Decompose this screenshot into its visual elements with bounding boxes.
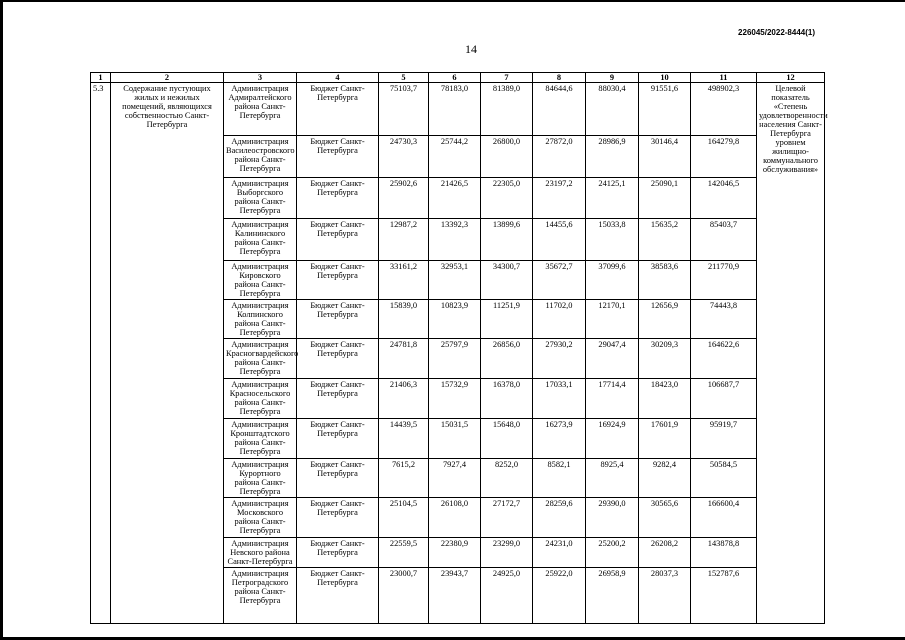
- value-cell: 21406,3: [379, 379, 429, 419]
- document-id: 226045/2022-8444(1): [738, 28, 815, 37]
- value-cell: 152787,6: [691, 568, 757, 624]
- value-cell: 7927,4: [429, 459, 481, 498]
- value-cell: 38583,6: [639, 261, 691, 300]
- value-cell: 27872,0: [533, 136, 586, 178]
- value-cell: 21426,5: [429, 178, 481, 219]
- value-cell: 23000,7: [379, 568, 429, 624]
- page-border-top: [0, 0, 905, 2]
- value-cell: 12987,2: [379, 219, 429, 261]
- executor-cell: Администрация Василеостровского района Санкт-Петербурга: [224, 136, 297, 178]
- value-cell: 106687,7: [691, 379, 757, 419]
- value-cell: 22305,0: [481, 178, 533, 219]
- value-cell: 14455,6: [533, 219, 586, 261]
- value-cell: 27930,2: [533, 339, 586, 379]
- value-cell: 28986,9: [586, 136, 639, 178]
- value-cell: 12170,1: [586, 300, 639, 339]
- value-cell: 25744,2: [429, 136, 481, 178]
- value-cell: 23299,0: [481, 538, 533, 568]
- value-cell: 23197,2: [533, 178, 586, 219]
- item-number: 5.3: [91, 83, 111, 624]
- funding-source-cell: Бюджет Санкт-Петербурга: [297, 379, 379, 419]
- value-cell: 14439,5: [379, 419, 429, 459]
- funding-source-cell: Бюджет Санкт-Петербурга: [297, 136, 379, 178]
- value-cell: 23943,7: [429, 568, 481, 624]
- value-cell: 8925,4: [586, 459, 639, 498]
- value-cell: 27172,7: [481, 498, 533, 538]
- value-cell: 22380,9: [429, 538, 481, 568]
- value-cell: 17601,9: [639, 419, 691, 459]
- value-cell: 22559,5: [379, 538, 429, 568]
- column-header-5: 5: [379, 73, 429, 83]
- value-cell: 74443,8: [691, 300, 757, 339]
- value-cell: 78183,0: [429, 83, 481, 136]
- value-cell: 15031,5: [429, 419, 481, 459]
- value-cell: 30146,4: [639, 136, 691, 178]
- value-cell: 24781,8: [379, 339, 429, 379]
- value-cell: 8252,0: [481, 459, 533, 498]
- value-cell: 16924,9: [586, 419, 639, 459]
- value-cell: 35672,7: [533, 261, 586, 300]
- column-header-11: 11: [691, 73, 757, 83]
- executor-cell: Администрация Кронштадтского района Санкт-Петербурга: [224, 419, 297, 459]
- value-cell: 26856,0: [481, 339, 533, 379]
- value-cell: 50584,5: [691, 459, 757, 498]
- executor-cell: Администрация Петроградского района Санкт-Петербурга: [224, 568, 297, 624]
- column-header-6: 6: [429, 73, 481, 83]
- value-cell: 34300,7: [481, 261, 533, 300]
- table-body: [91, 83, 828, 624]
- value-cell: 28259,6: [533, 498, 586, 538]
- value-cell: 25104,5: [379, 498, 429, 538]
- value-cell: 26958,9: [586, 568, 639, 624]
- page-number: 14: [465, 42, 477, 56]
- value-cell: 88030,4: [586, 83, 639, 136]
- value-cell: 11702,0: [533, 300, 586, 339]
- value-cell: 30209,3: [639, 339, 691, 379]
- value-cell: 25797,9: [429, 339, 481, 379]
- executor-cell: Администрация Невского района Санкт-Петербурга: [224, 538, 297, 568]
- value-cell: 211770,9: [691, 261, 757, 300]
- executor-cell: Администрация Кировского района Санкт-Петербурга: [224, 261, 297, 300]
- value-cell: 18423,0: [639, 379, 691, 419]
- value-cell: 37099,6: [586, 261, 639, 300]
- value-cell: 7615,2: [379, 459, 429, 498]
- value-cell: 16378,0: [481, 379, 533, 419]
- funding-source-cell: Бюджет Санкт-Петербурга: [297, 261, 379, 300]
- executor-cell: Администрация Красносельского района Санкт-Петербурга: [224, 379, 297, 419]
- value-cell: 24231,0: [533, 538, 586, 568]
- value-cell: 9282,4: [639, 459, 691, 498]
- value-cell: 85403,7: [691, 219, 757, 261]
- funding-source-cell: Бюджет Санкт-Петербурга: [297, 419, 379, 459]
- target-indicator: Целевой показатель «Степень удовлетворенности населения Санкт-Петербурга уровнем жилищно-коммунального обслуживания»: [757, 83, 825, 624]
- funding-source-cell: Бюджет Санкт-Петербурга: [297, 568, 379, 624]
- column-header-10: 10: [639, 73, 691, 83]
- value-cell: 498902,3: [691, 83, 757, 136]
- value-cell: 164622,6: [691, 339, 757, 379]
- value-cell: 15635,2: [639, 219, 691, 261]
- column-header-1: 1: [91, 73, 111, 83]
- value-cell: 15732,9: [429, 379, 481, 419]
- executor-cell: Администрация Адмиралтейского района Санкт-Петербурга: [224, 83, 297, 136]
- column-header-12: 12: [757, 73, 825, 83]
- executor-cell: Администрация Курортного района Санкт-Петербурга: [224, 459, 297, 498]
- value-cell: 166600,4: [691, 498, 757, 538]
- value-cell: 13899,6: [481, 219, 533, 261]
- budget-table: [90, 72, 828, 624]
- value-cell: 28037,3: [639, 568, 691, 624]
- value-cell: 17714,4: [586, 379, 639, 419]
- value-cell: 29047,4: [586, 339, 639, 379]
- value-cell: 29390,0: [586, 498, 639, 538]
- value-cell: 26800,0: [481, 136, 533, 178]
- funding-source-cell: Бюджет Санкт-Петербурга: [297, 459, 379, 498]
- value-cell: 17033,1: [533, 379, 586, 419]
- value-cell: 11251,9: [481, 300, 533, 339]
- value-cell: 25902,6: [379, 178, 429, 219]
- value-cell: 26108,0: [429, 498, 481, 538]
- value-cell: 12656,9: [639, 300, 691, 339]
- value-cell: 95919,7: [691, 419, 757, 459]
- column-header-7: 7: [481, 73, 533, 83]
- executor-cell: Администрация Выборгского района Санкт-Петербурга: [224, 178, 297, 219]
- table-row: [91, 83, 825, 136]
- value-cell: 13392,3: [429, 219, 481, 261]
- value-cell: 15648,0: [481, 419, 533, 459]
- value-cell: 32953,1: [429, 261, 481, 300]
- value-cell: 24925,0: [481, 568, 533, 624]
- value-cell: 25200,2: [586, 538, 639, 568]
- value-cell: 142046,5: [691, 178, 757, 219]
- value-cell: 8582,1: [533, 459, 586, 498]
- item-name: Содержание пустующих жилых и нежилых помещений, являющихся собственностью Санкт-Петербурга: [111, 83, 224, 624]
- value-cell: 15033,8: [586, 219, 639, 261]
- funding-source-cell: Бюджет Санкт-Петербурга: [297, 219, 379, 261]
- value-cell: 91551,6: [639, 83, 691, 136]
- funding-source-cell: Бюджет Санкт-Петербурга: [297, 300, 379, 339]
- column-header-8: 8: [533, 73, 586, 83]
- value-cell: 30565,6: [639, 498, 691, 538]
- executor-cell: Администрация Калининского района Санкт-Петербурга: [224, 219, 297, 261]
- executor-cell: Администрация Колпинского района Санкт-Петербурга: [224, 300, 297, 339]
- funding-source-cell: Бюджет Санкт-Петербурга: [297, 178, 379, 219]
- executor-cell: Администрация Красногвардейского района Санкт-Петербурга: [224, 339, 297, 379]
- column-header-2: 2: [111, 73, 224, 83]
- value-cell: 24730,3: [379, 136, 429, 178]
- value-cell: 33161,2: [379, 261, 429, 300]
- value-cell: 84644,6: [533, 83, 586, 136]
- funding-source-cell: Бюджет Санкт-Петербурга: [297, 83, 379, 136]
- column-header-9: 9: [586, 73, 639, 83]
- column-header-3: 3: [224, 73, 297, 83]
- value-cell: 81389,0: [481, 83, 533, 136]
- page-border-left: [0, 0, 3, 640]
- funding-source-cell: Бюджет Санкт-Петербурга: [297, 538, 379, 568]
- value-cell: 10823,9: [429, 300, 481, 339]
- funding-source-cell: Бюджет Санкт-Петербурга: [297, 498, 379, 538]
- table-header-row: [91, 73, 825, 83]
- value-cell: 25922,0: [533, 568, 586, 624]
- value-cell: 75103,7: [379, 83, 429, 136]
- column-header-4: 4: [297, 73, 379, 83]
- value-cell: 24125,1: [586, 178, 639, 219]
- executor-cell: Администрация Московского района Санкт-Петербурга: [224, 498, 297, 538]
- funding-source-cell: Бюджет Санкт-Петербурга: [297, 339, 379, 379]
- value-cell: 143878,8: [691, 538, 757, 568]
- value-cell: 164279,8: [691, 136, 757, 178]
- value-cell: 15839,0: [379, 300, 429, 339]
- value-cell: 26208,2: [639, 538, 691, 568]
- value-cell: 16273,9: [533, 419, 586, 459]
- value-cell: 25090,1: [639, 178, 691, 219]
